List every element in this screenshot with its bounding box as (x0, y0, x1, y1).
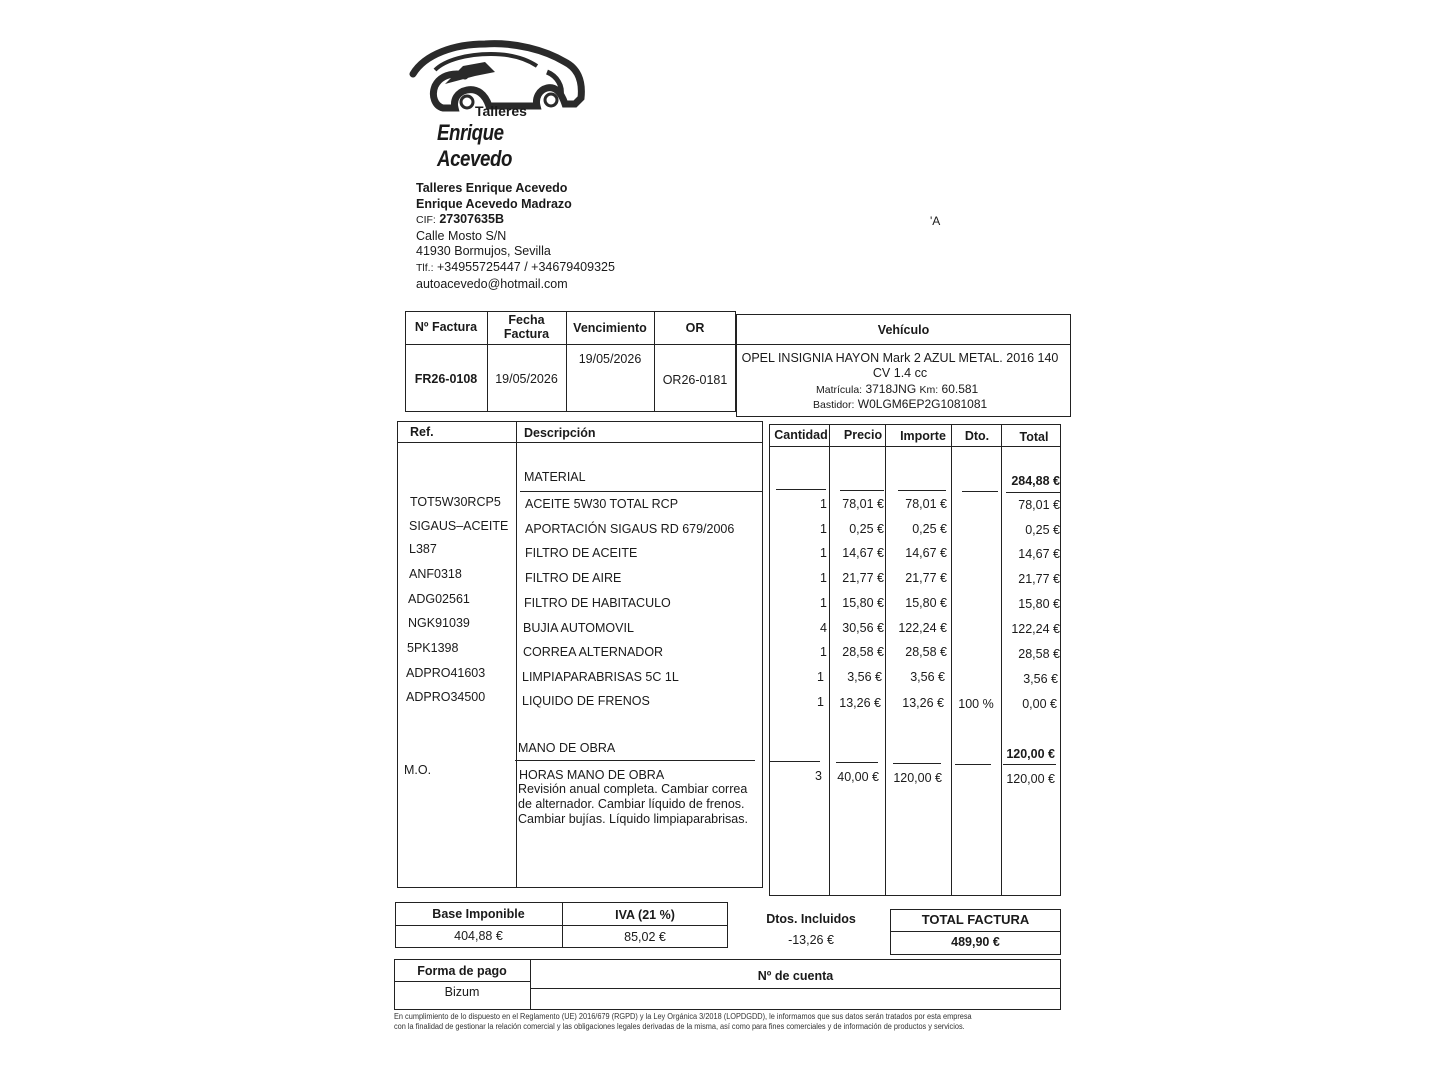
row-ref: TOT5W30RCP5 (410, 495, 501, 509)
row-desc: FILTRO DE ACEITE (525, 546, 638, 560)
row-desc: ACEITE 5W30 TOTAL RCP (525, 497, 679, 511)
row-cant: 1 (820, 596, 827, 610)
row-dto: 100 % (958, 697, 994, 711)
divider (951, 424, 952, 896)
divider (405, 344, 736, 345)
mo-importe: 120,00 € (893, 771, 942, 785)
vehicle-line2: CV 1.4 cc (872, 366, 928, 380)
cuenta-label: Nº de cuenta (757, 969, 834, 983)
vencimiento-label: Vencimiento (573, 321, 647, 335)
row-total: 0,25 € (1025, 523, 1060, 537)
or-value: OR26-0181 (662, 373, 728, 387)
divider (769, 446, 1061, 447)
mo-desc: HORAS MANO DE OBRA (519, 768, 665, 782)
company-logo (405, 36, 595, 171)
phone-label: Tlf.: (416, 261, 434, 274)
bastidor-label: Bastidor: (813, 399, 855, 411)
row-importe: 78,01 € (905, 497, 947, 511)
forma-pago-value: Bizum (444, 985, 480, 999)
mo-precio: 40,00 € (837, 770, 879, 784)
mo-total: 120,00 € (1006, 772, 1055, 786)
divider (776, 489, 826, 490)
mo-note3: Cambiar bujías. Líquido limpiaparabrisas. (518, 812, 748, 826)
row-importe: 15,80 € (905, 596, 947, 610)
divider (893, 763, 941, 764)
row-importe: 13,26 € (902, 696, 944, 710)
km-value: 60.581 (941, 382, 979, 396)
divider (962, 491, 998, 492)
row-total: 3,56 € (1023, 672, 1058, 686)
divider (890, 931, 1061, 932)
header-precio: Precio (843, 428, 883, 442)
fecha-label-2: Factura (503, 327, 550, 341)
dtos-label: Dtos. Incluidos (766, 912, 856, 926)
row-desc: LIQUIDO DE FRENOS (522, 694, 650, 708)
row-cant: 1 (817, 670, 824, 684)
header-descripcion: Descripción (524, 426, 596, 440)
row-cant: 1 (820, 522, 827, 536)
row-precio: 15,80 € (842, 596, 884, 610)
base-value: 404,88 € (454, 929, 503, 943)
company-owner: Enrique Acevedo Madrazo (416, 196, 572, 211)
stray-mark: 'A (930, 214, 941, 228)
material-total: 284,88 € (1011, 474, 1060, 488)
divider (397, 442, 763, 443)
divider (736, 344, 1071, 345)
row-ref: ADPRO34500 (406, 690, 486, 704)
mo-cant: 3 (815, 769, 822, 783)
matricula-label: Matrícula: (816, 384, 863, 396)
mano-obra-total: 120,00 € (1006, 747, 1055, 761)
divider (530, 988, 1061, 989)
row-precio: 3,56 € (847, 670, 882, 684)
header-dto: Dto. (964, 429, 990, 443)
divider (840, 490, 884, 491)
row-cant: 1 (820, 546, 827, 560)
row-desc: FILTRO DE AIRE (525, 571, 622, 585)
dtos-value: -13,26 € (788, 933, 834, 947)
total-factura-value: 489,90 € (951, 935, 1000, 949)
mo-note1: Revisión anual completa. Cambiar correa (518, 782, 748, 796)
row-importe: 21,77 € (905, 571, 947, 585)
row-importe: 14,67 € (905, 546, 947, 560)
divider (898, 490, 946, 491)
vehicle-matricula-row (816, 382, 978, 398)
row-importe: 3,56 € (910, 670, 945, 684)
row-cant: 1 (817, 695, 824, 709)
header-ref: Ref. (410, 425, 434, 439)
row-importe: 0,25 € (912, 522, 947, 536)
divider (516, 421, 517, 888)
logo-line2: Enrique Acevedo (437, 120, 512, 171)
row-total: 15,80 € (1018, 597, 1060, 611)
row-importe: 122,24 € (898, 621, 947, 635)
cif-label: CIF: (416, 214, 436, 227)
row-total: 28,58 € (1018, 647, 1060, 661)
row-desc: CORREA ALTERNADOR (523, 645, 664, 659)
row-desc: APORTACIÓN SIGAUS RD 679/2006 (525, 522, 735, 536)
header-cantidad: Cantidad (774, 428, 828, 442)
company-phone-row (416, 260, 615, 277)
nfactura-label: Nº Factura (414, 320, 478, 334)
divider (520, 491, 763, 492)
divider (770, 761, 820, 762)
mano-obra-label: MANO DE OBRA (518, 741, 616, 755)
row-cant: 1 (820, 571, 827, 585)
material-label: MATERIAL (524, 470, 586, 484)
row-ref: ANF0318 (409, 567, 462, 581)
row-precio: 13,26 € (839, 696, 881, 710)
vehicle-bastidor-row (813, 397, 987, 413)
row-precio: 0,25 € (849, 522, 884, 536)
company-name: Talleres Enrique Acevedo (416, 181, 568, 195)
vehicle-line1: OPEL INSIGNIA HAYON Mark 2 AZUL METAL. 2016 140 (741, 351, 1059, 365)
or-label: OR (685, 321, 705, 335)
company-email: autoacevedo@hotmail.com (416, 276, 568, 291)
fecha-label-1: Fecha (508, 313, 545, 327)
forma-pago-label: Forma de pago (417, 964, 507, 978)
row-total: 78,01 € (1018, 498, 1060, 512)
legal-footer (394, 1012, 1010, 1032)
row-desc: FILTRO DE HABITACULO (524, 596, 671, 610)
km-label: Km: (919, 384, 939, 396)
row-total: 14,67 € (1018, 547, 1060, 561)
row-ref: 5PK1398 (407, 641, 459, 655)
mo-ref: M.O. (404, 763, 432, 777)
company-address2: 41930 Bormujos, Sevilla (416, 244, 551, 259)
row-total: 122,24 € (1011, 622, 1060, 636)
row-precio: 14,67 € (842, 546, 884, 560)
row-precio: 30,56 € (842, 621, 884, 635)
row-total: 21,77 € (1018, 572, 1060, 586)
divider (955, 764, 991, 765)
nfactura-value: FR26-0108 (414, 372, 478, 386)
divider (829, 424, 830, 896)
divider (885, 424, 886, 896)
phone-value: +34955725447 / +34679409325 (436, 259, 615, 274)
iva-label: IVA (21 %) (615, 908, 675, 922)
row-desc: LIMPIAPARABRISAS 5C 1L (522, 670, 679, 684)
base-label: Base Imponible (432, 907, 525, 921)
row-cant: 1 (820, 497, 827, 511)
row-total: 0,00 € (1022, 697, 1057, 711)
row-ref: ADPRO41603 (406, 666, 486, 680)
row-importe: 28,58 € (905, 645, 947, 659)
header-importe: Importe (900, 429, 946, 443)
company-cif-row (416, 212, 615, 229)
row-ref: SIGAUS–ACEITE (409, 519, 509, 533)
bastidor-value: W0LGM6EP2G1081081 (857, 397, 988, 411)
row-ref: L387 (409, 542, 437, 556)
logo-line1: Talleres (475, 103, 527, 119)
matricula-value: 3718JNG (865, 382, 917, 396)
divider (394, 981, 530, 982)
footer-line2: con la finalidad de gestionar la relación comercial y las obligaciones legales derivadas de la misma, así como para fines comerciales y de información de productos y servicios. (394, 1022, 965, 1031)
company-address1: Calle Mosto S/N (416, 228, 507, 243)
vehicle-label: Vehículo (877, 323, 930, 337)
row-cant: 1 (820, 645, 827, 659)
row-precio: 78,01 € (842, 497, 884, 511)
divider (515, 760, 755, 761)
divider (1003, 764, 1056, 765)
divider (836, 762, 878, 763)
row-desc: BUJIA AUTOMOVIL (523, 621, 634, 635)
total-factura-label: TOTAL FACTURA (921, 912, 1030, 927)
divider (530, 959, 531, 1010)
vencimiento-value: 19/05/2026 (578, 352, 642, 366)
fecha-value: 19/05/2026 (495, 372, 558, 386)
divider (1006, 492, 1060, 493)
header-total: Total (1019, 430, 1049, 444)
row-precio: 21,77 € (842, 571, 884, 585)
row-ref: NGK91039 (408, 616, 470, 630)
row-ref: ADG02561 (408, 592, 470, 606)
mo-note2: de alternador. Cambiar líquido de frenos. (518, 797, 745, 811)
company-info (416, 181, 615, 292)
footer-line1: En cumplimiento de lo dispuesto en el Reglamento (UE) 2016/679 (RGPD) y la Ley Orgánica 3/2018 (LOPDGDD), le informamos que sus datos serán tratados por esta empresa (394, 1012, 972, 1021)
row-precio: 28,58 € (842, 645, 884, 659)
row-cant: 4 (820, 621, 827, 635)
cif-value: 27307635B (439, 212, 504, 227)
iva-value: 85,02 € (624, 930, 666, 944)
